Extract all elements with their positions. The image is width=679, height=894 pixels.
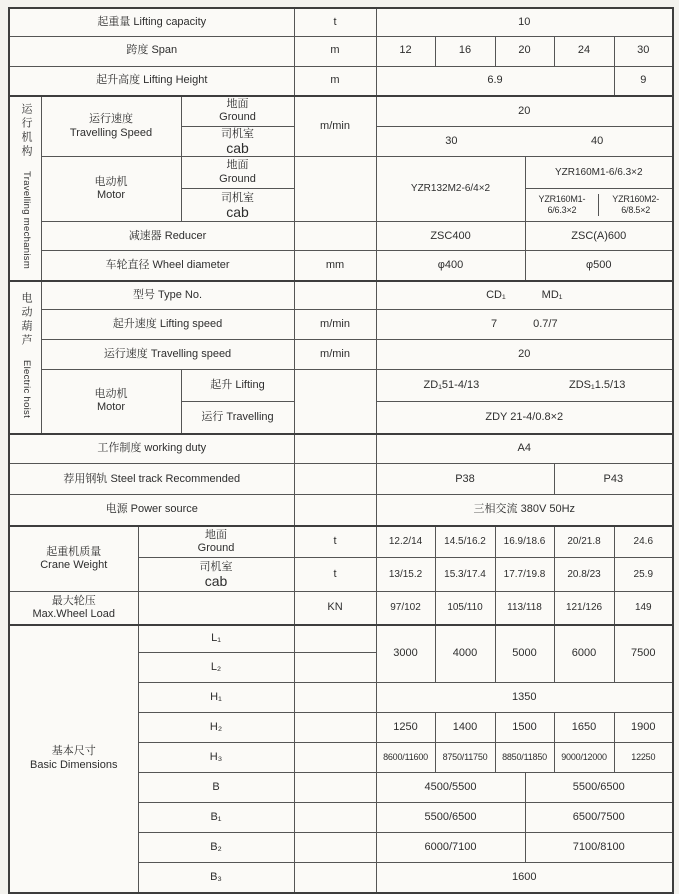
- dim-h2-16: 1400: [435, 713, 495, 743]
- sublabel-en: Ground: [219, 111, 256, 124]
- row-type-no: [9, 281, 673, 310]
- sublabel-en: Lifting: [235, 379, 265, 392]
- dim-b-right: 5500/6500: [525, 773, 673, 803]
- label-zh: 起重机质量: [46, 545, 102, 558]
- lifting-capacity-value: 10: [376, 8, 673, 36]
- dim-l-30: 7500: [614, 625, 673, 683]
- reducer-value-right: ZSC(A)600: [525, 222, 673, 251]
- reducer-value-left: ZSC400: [376, 222, 525, 251]
- working-duty-value: A4: [376, 434, 673, 464]
- lifting-height-last: 9: [614, 66, 673, 96]
- row-working-duty: [9, 434, 673, 464]
- power-source-unit-empty: [294, 495, 376, 526]
- hoist-lifting-speed-values: [376, 310, 673, 340]
- mwl-16: 105/110: [435, 592, 495, 625]
- hoist-travelling-speed-unit: m/min: [294, 340, 376, 370]
- row-max-wheel-load: [9, 592, 673, 625]
- steel-track-left: P38: [376, 464, 554, 495]
- label-en: Lifting Height: [143, 74, 208, 87]
- row-lifting-height: [9, 66, 673, 96]
- cw-ground-24: 20/21.8: [554, 526, 614, 558]
- steel-track-right: P43: [554, 464, 673, 495]
- type-no-label: [41, 281, 294, 310]
- label-zh: 起升速度: [112, 318, 157, 331]
- wheel-diameter-unit: mm: [294, 251, 376, 281]
- sublabel-zh: 地面: [226, 98, 249, 110]
- dim-h3-24: 9000/12000: [554, 743, 614, 773]
- hoist-motor-travelling-value: ZDY 21-4/0.8×2: [376, 402, 673, 434]
- cw-cab-20: 17.7/19.8: [495, 558, 554, 592]
- dim-b1-right: 6500/7500: [525, 803, 673, 833]
- sublabel-en: Ground: [197, 541, 235, 554]
- cab-speed-left: 30: [445, 134, 458, 147]
- span-value-16: 16: [435, 36, 495, 66]
- span-label: [9, 36, 294, 66]
- dim-l2-label: L₂: [138, 653, 294, 683]
- sublabel-zh: 运行: [201, 410, 224, 423]
- sublabel-en: Travelling: [226, 410, 274, 423]
- lifting-capacity-unit: t: [294, 8, 376, 36]
- label-en: Travelling Speed: [69, 126, 153, 139]
- hoist-motor-lifting-right: ZDS₁1.5/13: [569, 379, 626, 392]
- tm-speed-cab-values: [376, 126, 673, 156]
- label-zh: 起升高度: [96, 74, 141, 87]
- label-zh: 电源: [105, 503, 128, 516]
- row-tm-motor-ground: [9, 157, 673, 189]
- dim-h3-16: 8750/11750: [435, 743, 495, 773]
- group-basic-dimensions: [9, 625, 138, 893]
- dim-l-20: 5000: [495, 625, 554, 683]
- lifting-capacity-label: [9, 8, 294, 36]
- max-wheel-load-label: [9, 592, 138, 625]
- tm-motor-cab-left: YZR160M1-6/6.3×2: [526, 194, 600, 216]
- group-label-zh: 电动葫芦: [19, 291, 32, 348]
- label-zh: 减速器: [128, 229, 162, 242]
- dim-b-unit-empty: [294, 773, 376, 803]
- hoist-lifting-speed-label: [41, 310, 294, 340]
- label-en: Travelling speed: [150, 348, 232, 361]
- group-label-zh: 基本尺寸: [51, 745, 96, 758]
- dim-h3-unit-empty: [294, 743, 376, 773]
- crane-weight-label: [9, 526, 138, 592]
- working-duty-label: [9, 434, 294, 464]
- cw-cab-24: 20.8/23: [554, 558, 614, 592]
- row-reducer: [9, 222, 673, 251]
- hoist-motor-lifting-left: ZD₁51-4/13: [423, 379, 480, 392]
- sublabel-en: cab: [204, 573, 228, 590]
- tm-speed-label: [41, 96, 181, 157]
- crane-spec-table: [8, 7, 674, 894]
- tm-speed-ground-sublabel: [181, 96, 294, 126]
- label-en: Span: [151, 44, 178, 57]
- crane-weight-cab-sublabel: [138, 558, 294, 592]
- dim-l-24: 6000: [554, 625, 614, 683]
- dim-h2-24: 1650: [554, 713, 614, 743]
- cw-cab-12: 13/15.2: [376, 558, 435, 592]
- dim-b2-left: 6000/7100: [376, 833, 525, 863]
- label-en: Lifting capacity: [133, 15, 207, 28]
- label-en: Crane Weight: [40, 558, 108, 571]
- tm-motor-value-right-top: YZR160M1-6/6.3×2: [525, 157, 673, 189]
- dim-b1-label: B₁: [138, 803, 294, 833]
- dim-l-12: 3000: [376, 625, 435, 683]
- dim-l1-unit-empty: [294, 625, 376, 653]
- lifting-height-main: 6.9: [376, 66, 614, 96]
- dim-b2-label: B₂: [138, 833, 294, 863]
- dim-l2-unit-empty: [294, 653, 376, 683]
- working-duty-unit-empty: [294, 434, 376, 464]
- hoist-motor-label: [41, 370, 181, 434]
- tm-motor-value-left: YZR132M2-6/4×2: [376, 157, 525, 222]
- cw-cab-30: 25.9: [614, 558, 673, 592]
- label-en: Lifting speed: [159, 318, 223, 331]
- dim-b-left: 4500/5500: [376, 773, 525, 803]
- wheel-diameter-label: [41, 251, 294, 281]
- hoist-travelling-speed-value: 20: [376, 340, 673, 370]
- group-label-en: Travelling mechanism: [20, 171, 32, 270]
- row-dim-l1: [9, 625, 673, 653]
- wheel-diameter-right: φ500: [525, 251, 673, 281]
- tm-motor-label: [41, 157, 181, 222]
- tm-motor-unit-empty: [294, 157, 376, 222]
- cw-ground-12: 12.2/14: [376, 526, 435, 558]
- crane-weight-ground-unit: t: [294, 526, 376, 558]
- dim-h2-12: 1250: [376, 713, 435, 743]
- type-no-values: [376, 281, 673, 310]
- label-zh: 电动机: [94, 388, 128, 401]
- cw-cab-16: 15.3/17.4: [435, 558, 495, 592]
- row-hoist-lifting-speed: [9, 310, 673, 340]
- span-value-24: 24: [554, 36, 614, 66]
- label-en: Wheel diameter: [152, 258, 230, 271]
- wheel-diameter-left: φ400: [376, 251, 525, 281]
- max-wheel-load-unit: KN: [294, 592, 376, 625]
- span-unit: m: [294, 36, 376, 66]
- label-zh: 车轮直径: [105, 258, 150, 271]
- label-en: working duty: [144, 442, 207, 455]
- reducer-label: [41, 222, 294, 251]
- row-tm-speed-ground: [9, 96, 673, 126]
- span-value-20: 20: [495, 36, 554, 66]
- cw-ground-16: 14.5/16.2: [435, 526, 495, 558]
- label-en: Type No.: [158, 288, 203, 301]
- row-hoist-travelling-speed: [9, 340, 673, 370]
- label-zh: 运行速度: [89, 113, 133, 126]
- label-zh: 最大轮压: [51, 594, 96, 607]
- sublabel-en: cab: [226, 140, 249, 157]
- dim-b-label: B: [138, 773, 294, 803]
- hoist-lifting-speed-right: 0.7/7: [533, 318, 558, 331]
- dim-h3-label: H₃: [138, 743, 294, 773]
- sublabel-zh: 起升: [210, 379, 233, 392]
- dim-l-16: 4000: [435, 625, 495, 683]
- dim-h2-30: 1900: [614, 713, 673, 743]
- label-zh: 型号: [132, 288, 155, 301]
- row-span: [9, 36, 673, 66]
- span-value-30: 30: [614, 36, 673, 66]
- dim-h2-unit-empty: [294, 713, 376, 743]
- hoist-motor-lifting-values: [376, 370, 673, 402]
- dim-b3-unit-empty: [294, 863, 376, 893]
- type-no-right: MD₁: [541, 288, 563, 301]
- steel-track-label: [9, 464, 294, 495]
- tm-motor-cab-values: [525, 189, 673, 222]
- label-en: Power source: [130, 503, 198, 516]
- max-wheel-load-sub-empty: [138, 592, 294, 625]
- row-steel-track: [9, 464, 673, 495]
- dim-b1-unit-empty: [294, 803, 376, 833]
- cab-speed-right: 40: [591, 134, 604, 147]
- reducer-unit-empty: [294, 222, 376, 251]
- group-travelling-mechanism: [9, 96, 41, 281]
- hoist-lifting-speed-unit: m/min: [294, 310, 376, 340]
- label-zh: 起重量: [97, 15, 131, 28]
- tm-speed-cab-sublabel: [181, 126, 294, 156]
- hoist-travelling-speed-label: [41, 340, 294, 370]
- label-zh: 荐用钢轨: [63, 472, 108, 485]
- label-en: Motor: [96, 401, 126, 414]
- dim-h1-unit-empty: [294, 683, 376, 713]
- group-label-en: Basic Dimensions: [30, 758, 118, 771]
- row-wheel-diameter: [9, 251, 673, 281]
- group-label-zh: 运行机构: [19, 103, 32, 160]
- tm-motor-cab-right: YZR160M2-6/8.5×2: [612, 194, 660, 216]
- row-crane-weight-ground: [9, 526, 673, 558]
- cw-ground-20: 16.9/18.6: [495, 526, 554, 558]
- dim-h1-value: 1350: [376, 683, 673, 713]
- label-zh: 运行速度: [103, 348, 148, 361]
- dim-b3-label: B₃: [138, 863, 294, 893]
- label-en: Motor: [96, 189, 126, 202]
- type-no-left: CD₁: [486, 288, 506, 301]
- label-zh: 工作制度: [97, 442, 142, 455]
- tm-speed-ground-value: 20: [376, 96, 673, 126]
- group-label-en: Electric hoist: [20, 360, 32, 419]
- label-zh: 电动机: [94, 175, 128, 188]
- hoist-lifting-speed-left: 7: [490, 318, 498, 331]
- lifting-height-label: [9, 66, 294, 96]
- row-power-source: [9, 495, 673, 526]
- sublabel-en: Ground: [219, 172, 256, 185]
- hoist-motor-travelling-sublabel: [181, 402, 294, 434]
- lifting-height-unit: m: [294, 66, 376, 96]
- label-zh: 跨度: [126, 44, 149, 57]
- dim-b1-left: 5500/6500: [376, 803, 525, 833]
- sublabel-zh: 司机室: [199, 561, 233, 574]
- dim-h1-label: H₁: [138, 683, 294, 713]
- label-en: Max.Wheel Load: [32, 607, 116, 620]
- row-lifting-capacity: [9, 8, 673, 36]
- dim-h2-label: H₂: [138, 713, 294, 743]
- dim-l1-label: L₁: [138, 625, 294, 653]
- dim-h3-30: 12250: [614, 743, 673, 773]
- sublabel-en: cab: [226, 203, 249, 220]
- dim-h3-12: 8600/11600: [376, 743, 435, 773]
- power-source-label: [9, 495, 294, 526]
- hoist-motor-unit-empty: [294, 370, 376, 434]
- steel-track-unit-empty: [294, 464, 376, 495]
- mwl-12: 97/102: [376, 592, 435, 625]
- crane-weight-cab-unit: t: [294, 558, 376, 592]
- tm-motor-cab-sublabel: [181, 189, 294, 222]
- sublabel-zh: 地面: [226, 159, 249, 172]
- dim-h2-20: 1500: [495, 713, 554, 743]
- sublabel-zh: 司机室: [221, 191, 254, 204]
- label-en: Steel track Recommended: [110, 472, 241, 485]
- type-no-unit-empty: [294, 281, 376, 310]
- hoist-motor-lifting-sublabel: [181, 370, 294, 402]
- sublabel-zh: 地面: [205, 528, 227, 541]
- crane-weight-ground-sublabel: [138, 526, 294, 558]
- label-en: Reducer: [164, 229, 207, 242]
- dim-b3-value: 1600: [376, 863, 673, 893]
- cw-ground-30: 24.6: [614, 526, 673, 558]
- span-value-12: 12: [376, 36, 435, 66]
- dim-h3-20: 8850/11850: [495, 743, 554, 773]
- dim-b2-unit-empty: [294, 833, 376, 863]
- group-electric-hoist: [9, 281, 41, 434]
- dim-b2-right: 7100/8100: [525, 833, 673, 863]
- power-source-value: 三相交流 380V 50Hz: [376, 495, 673, 526]
- tm-motor-ground-sublabel: [181, 157, 294, 189]
- mwl-30: 149: [614, 592, 673, 625]
- mwl-24: 121/126: [554, 592, 614, 625]
- row-hoist-motor-lifting: [9, 370, 673, 402]
- tm-speed-unit: m/min: [294, 96, 376, 157]
- sublabel-zh: 司机室: [221, 127, 254, 140]
- mwl-20: 113/118: [495, 592, 554, 625]
